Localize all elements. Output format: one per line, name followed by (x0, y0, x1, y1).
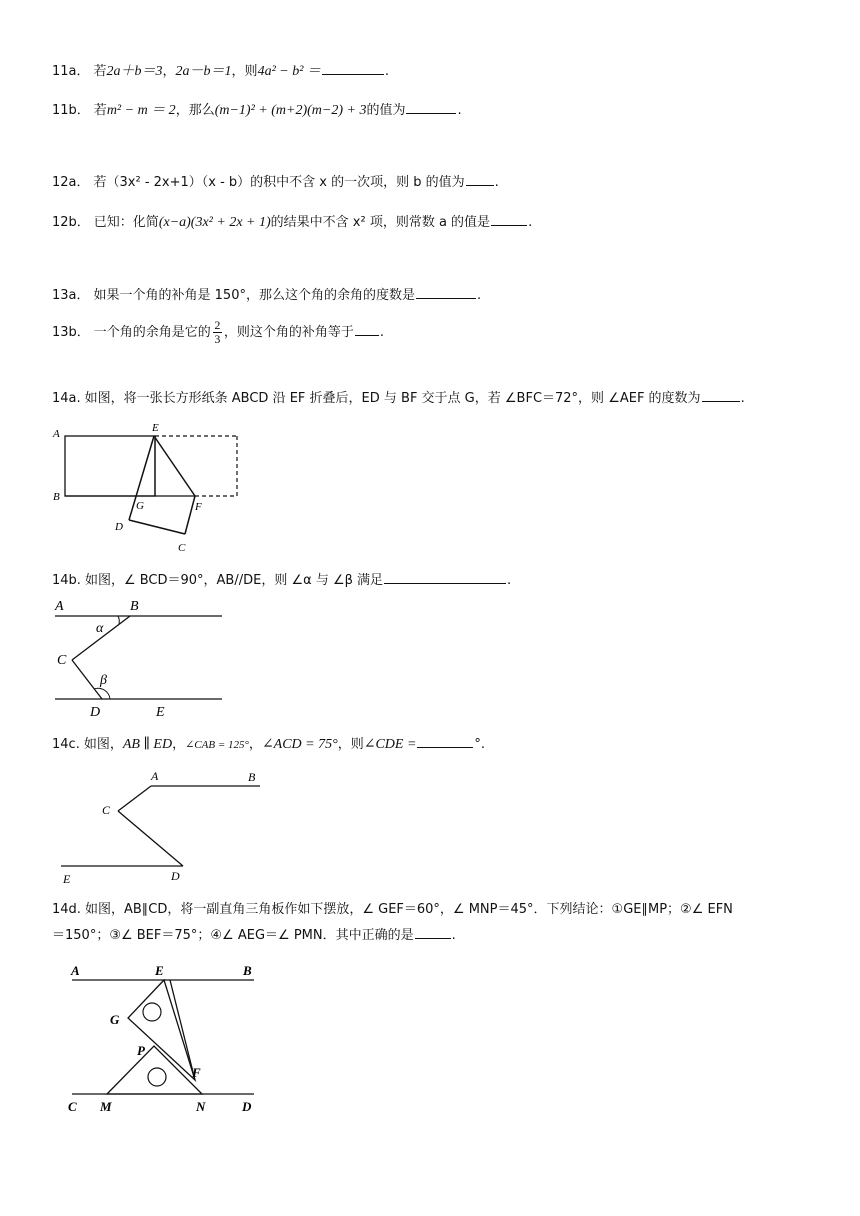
label-e: E (156, 705, 165, 720)
segment-cf (185, 496, 195, 534)
label-g: G (136, 500, 144, 512)
question-11a (52, 61, 389, 81)
separator: ， (172, 737, 186, 752)
triangle-hole-2 (148, 1068, 166, 1086)
angle-beta-arc (94, 688, 110, 699)
question-number: 13b． (52, 325, 90, 340)
figure-14c (55, 765, 275, 890)
label-m: M (100, 1099, 112, 1114)
label-alpha: α (96, 621, 104, 636)
answer-blank[interactable] (417, 734, 473, 748)
question-line-2 (52, 923, 812, 949)
equation: 2a＋b＝3 (106, 64, 163, 79)
expression: 4a² − b² ＝ (257, 64, 321, 79)
question-text: 一个角的余角是它的 (93, 325, 211, 340)
question-number: 11b． (52, 103, 90, 118)
triangle-egf (128, 980, 195, 1080)
question-number: 14b. (52, 573, 81, 588)
label-g: G (110, 1012, 120, 1027)
question-12a (52, 172, 499, 192)
punctuation: . (476, 288, 482, 303)
question-text: ，则 (231, 64, 258, 79)
label-f: F (192, 1065, 201, 1080)
label-n: N (196, 1099, 206, 1114)
label-d: D (242, 1099, 252, 1114)
question-13b (52, 319, 384, 346)
label-b: B (243, 963, 252, 978)
question-text: 若 (93, 103, 107, 118)
punctuation: °. (474, 737, 486, 752)
question-number: 12b． (52, 215, 90, 230)
question-text: 若（3x² - 2x+1）（x - b）的积中不含 x 的一次项，则 b 的值为 (93, 175, 465, 190)
answer-blank[interactable] (491, 212, 527, 226)
punctuation: . (379, 325, 384, 340)
question-14c (52, 734, 485, 754)
label-a: A (71, 963, 80, 978)
question-12b (52, 212, 532, 232)
question-number: 14c. (52, 737, 80, 752)
answer-blank[interactable] (466, 172, 494, 186)
answer-blank[interactable] (415, 925, 451, 939)
punctuation: . (494, 175, 499, 190)
label-beta: β (100, 673, 107, 688)
question-text: 的值为 (366, 103, 406, 118)
question-number: 14a. (52, 391, 81, 406)
segment-dc (129, 520, 185, 534)
question-text: 若 (93, 64, 107, 79)
rectangle-abge (65, 436, 155, 496)
question-text: ，则这个角的补角等于 (223, 325, 354, 340)
question-14a (52, 388, 745, 408)
question-text: 如图，AB∥CD，将一副直角三角板作如下摆放，∠ GEF＝60°，∠ MNP＝45°．下列结论：①GE∥MP；②∠ EFN (84, 902, 733, 917)
answer-blank[interactable] (416, 285, 476, 299)
label-a: A (55, 599, 64, 614)
question-text: 如图，将一张长方形纸条 ABCD 沿 EF 折叠后，ED 与 BF 交于点 G，若 ∠BFC＝72°，则 ∠AEF 的度数为 (84, 391, 701, 406)
label-b: B (130, 599, 139, 614)
question-14d (52, 897, 812, 949)
question-number: 11a． (52, 64, 90, 79)
question-text: 如图， (83, 737, 123, 752)
question-text: ，则 (337, 737, 364, 752)
fold-line-ef (154, 436, 195, 496)
triangle-hole-1 (143, 1003, 161, 1021)
equation: m² − m ＝ 2 (106, 103, 176, 118)
punctuation: . (451, 928, 456, 943)
expression: (m−1)² + (m+2)(m−2) + 3 (214, 103, 367, 118)
question-text: 的结果中不含 x² 项，则常数 a 的值是 (270, 215, 491, 230)
label-f: F (195, 501, 202, 513)
punctuation: . (740, 391, 745, 406)
question-number: 13a． (52, 288, 90, 303)
punctuation: . (384, 64, 390, 79)
label-d: D (90, 705, 101, 720)
question-text: ＝150°；③∠ BEF＝75°；④∠ AEG＝∠ PMN．其中正确的是 (52, 928, 414, 943)
label-c: C (68, 1099, 77, 1114)
punctuation: . (457, 103, 462, 118)
punctuation: . (528, 215, 533, 230)
label-c: C (57, 653, 67, 668)
angle-alpha-arc (118, 616, 119, 624)
answer-blank[interactable] (702, 388, 740, 402)
question-14b (52, 570, 511, 590)
question-text: 已知：化简 (93, 215, 159, 230)
expression: (x−a)(3x² + 2x + 1) (158, 215, 271, 230)
punctuation: . (507, 573, 512, 588)
label-p: P (137, 1043, 145, 1058)
answer-blank[interactable] (384, 570, 506, 584)
label-e: E (63, 872, 71, 886)
question-number: 12a． (52, 175, 90, 190)
label-b: B (53, 491, 60, 503)
label-e: E (152, 422, 159, 434)
separator: ， (248, 737, 262, 752)
label-e: E (155, 963, 164, 978)
segment-ac (118, 786, 151, 811)
label-c: C (178, 542, 186, 554)
question-number: 14d. (52, 902, 81, 917)
label-a: A (53, 428, 60, 440)
figure-14d (62, 962, 267, 1117)
equation: 2a－b＝1 (175, 64, 232, 79)
angle-expression: ∠CAB = 125° (185, 739, 249, 751)
answer-blank[interactable] (406, 100, 456, 114)
figure-14b (50, 594, 230, 724)
segment-cd (72, 660, 102, 699)
question-13a (52, 285, 481, 305)
angle-expression: ∠CDE = (363, 737, 417, 752)
question-11b (52, 100, 462, 120)
separator: ， (162, 64, 176, 79)
relation: AB ∥ ED (122, 737, 173, 752)
label-d: D (171, 869, 180, 883)
label-a: A (151, 769, 159, 783)
label-d: D (115, 521, 123, 533)
answer-blank[interactable] (355, 322, 379, 336)
label-b: B (248, 770, 256, 784)
fraction (213, 319, 222, 346)
fraction-numerator: 2 (214, 318, 221, 332)
question-text: ，那么 (175, 103, 215, 118)
label-c: C (102, 803, 111, 817)
answer-blank[interactable] (322, 61, 384, 75)
question-text: 如图，∠ BCD＝90°，AB//DE，则 ∠α 与 ∠β 满足 (84, 573, 384, 588)
fraction-denominator: 3 (214, 332, 221, 346)
segment-cd (118, 811, 183, 866)
question-line-1 (52, 897, 812, 923)
figure-14a (50, 420, 250, 560)
question-text: 如果一个角的补角是 150°，那么这个角的余角的度数是 (93, 288, 415, 303)
angle-expression: ∠ACD = 75° (261, 737, 338, 752)
